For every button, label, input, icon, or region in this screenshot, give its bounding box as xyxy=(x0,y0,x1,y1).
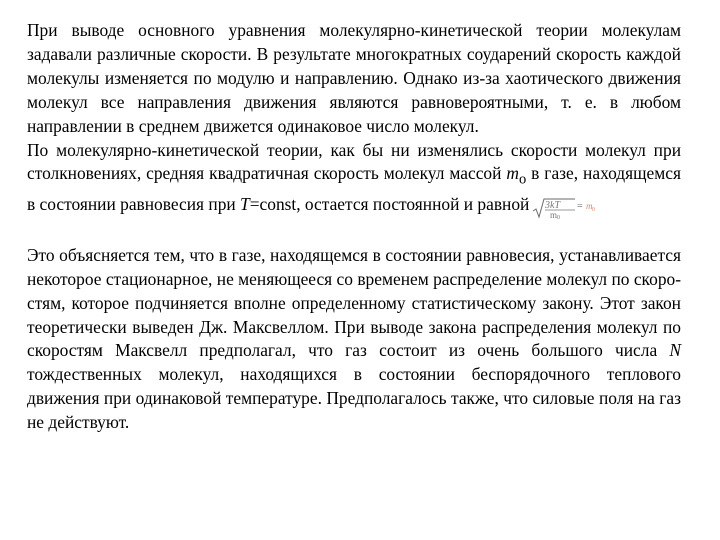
mass-symbol: m xyxy=(506,163,519,184)
paragraph-3-end: тождественных молекул, находящихся в состоянии беспорядочного теплового движения при одинаковой температуре. Предполагалось также, что силовые поля на газ не действуют. xyxy=(27,364,681,433)
paragraph-2-part3: =const, остается постоянной и равной xyxy=(249,193,530,214)
paragraph-rms-velocity xyxy=(27,139,681,219)
temperature-symbol: T xyxy=(240,193,250,214)
svg-text:m: m xyxy=(586,200,593,211)
paragraph-spacer xyxy=(27,219,681,244)
paragraph-maxwell-distribution xyxy=(27,244,681,435)
paragraph-velocity-distribution-intro xyxy=(27,19,681,139)
paragraph-2-part2: в газе, находящемся в состоянии равновесия при xyxy=(27,163,681,214)
number-of-molecules-symbol: N xyxy=(669,340,681,361)
sqrt-formula-graphic xyxy=(531,197,599,219)
document-page xyxy=(27,19,681,435)
mass-subscript: o xyxy=(518,171,527,188)
rms-velocity-formula-image xyxy=(531,197,599,219)
paragraph-1-text: При выводе основного уравнения молекулярно-кинетической теории молекулам задавали различные скорости. В результате многократных соударений скорость каждой молекулы изменяется по модулю и направлению. Однако из-за хаотического движения молекул все направления движения являются равновероятными, т. е. в любом направлении в среднем движется одинаковое число молекул. xyxy=(27,20,681,136)
paragraph-2-part1: По молекулярно-кинетической теории, как бы ни изменялись скорости молекул при столкновениях, средняя квадратичная скорость молекул массой xyxy=(27,139,681,184)
svg-text:0: 0 xyxy=(557,214,561,219)
svg-text:0: 0 xyxy=(592,206,596,213)
svg-text:m: m xyxy=(550,209,558,219)
svg-text:3kT: 3kT xyxy=(545,199,561,211)
paragraph-3-text: Это объясняется тем, что в газе, находящемся в состоянии равновесия, устанавливается некоторое стационарное, не меняющееся со временем распределение молекул по скоро-стям, которое подчиняется вполне определенному статистическому закону. Этот закон теоретически выведен Дж. Максвеллом. При выводе закона распределения молекул по скоростям Максвелл предполагал, что газ состоит из очень большого числа xyxy=(27,244,681,361)
svg-text:=: = xyxy=(577,200,583,212)
